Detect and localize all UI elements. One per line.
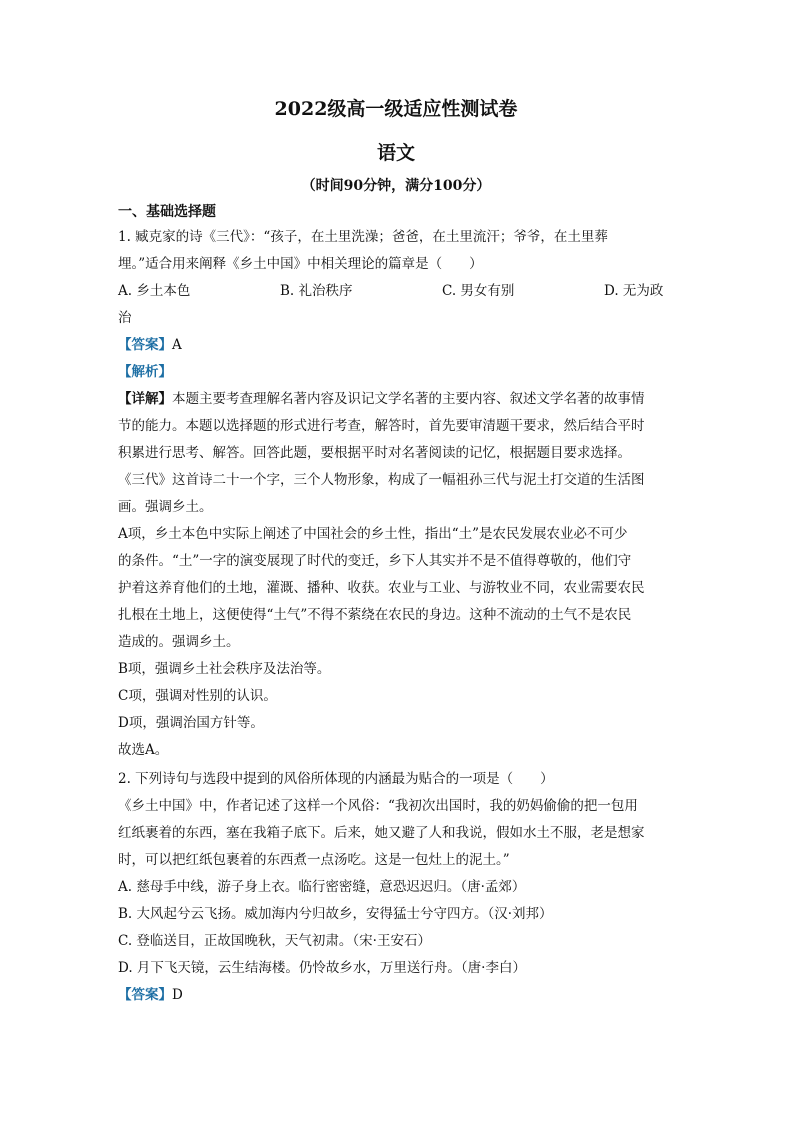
question-2 [118, 766, 674, 1009]
q2-passage-line-1: 《乡土中国》中，作者记述了这样一个风俗：“我初次出国时，我的奶妈偷偷的把一包用 [118, 798, 638, 814]
q1-detail-line-1 [118, 386, 674, 413]
q1-c-line: C项，强调对性别的认识。 [118, 688, 277, 704]
detail-text-1: 本题主要考查理解名著内容及识记文学名著的主要内容、叙述文学名著的故事情 [172, 391, 645, 407]
q1-option-a: A. 乡土本色 [118, 283, 191, 299]
q2-option-b: B. 大风起兮云飞扬。威加海内兮归故乡，安得猛士兮守四方。（汉·刘邦） [118, 906, 553, 922]
q1-conclusion: 故选A。 [118, 742, 169, 758]
q2-answer [118, 982, 674, 1009]
q1-a-line-4: 扎根在土地上，这便使得“土气”不得不萦绕在农民的身边。这种不流动的土气不是农民 [118, 607, 632, 623]
q1-stem-line-2: 埋。”适合用来阐释《乡土中国》中相关理论的篇章是（ ） [118, 256, 483, 272]
q1-options [118, 278, 674, 305]
document-page [118, 96, 674, 1009]
q1-detail-line-3: 积累进行思考、解答。回答此题，要根据平时对名著阅读的记忆，根据题目要求选择。 [118, 445, 631, 461]
q1-a-line-3: 护着这养育他们的土地，灌溉、播种、收获。农业与工业、与游牧业不同，农业需要农民 [118, 580, 645, 596]
q1-d-line: D项，强调治国方针等。 [118, 715, 264, 731]
analysis-label: 【解析】 [118, 364, 172, 380]
q1-answer [118, 332, 674, 359]
answer-value: A [172, 337, 182, 353]
q1-analysis [118, 359, 674, 386]
q2-passage-line-3: 时，可以把红纸包裹着的东西煮一点汤吃。这是一包灶上的泥土。” [118, 852, 510, 868]
q1-a-line-2: 的条件。“土”一字的演变展现了时代的变迁，乡下人其实并不是不值得尊敬的，他们守 [118, 553, 632, 569]
q1-a-line-1: A项，乡土本色中实际上阐述了中国社会的乡土性，指出“土”是农民发展农业必不可少 [118, 526, 628, 542]
answer-value: D [172, 987, 183, 1003]
section-heading: 一、基础选择题 [118, 204, 216, 220]
detail-label: 【详解】 [118, 391, 172, 407]
q1-b-line: B项，强调乡土社会秩序及法治等。 [118, 661, 331, 677]
exam-title: 2022级高一级适应性测试卷 [274, 98, 518, 120]
q1-a-line-5: 造成的。强调乡土。 [118, 634, 240, 650]
q1-poem-line-2: 画。强调乡土。 [118, 499, 213, 515]
q1-detail-line-2: 节的能力。本题以选择题的形式进行考查，解答时，首先要审清题干要求，然后结合平时 [118, 418, 645, 434]
question-1 [118, 224, 674, 764]
q2-option-a: A. 慈母手中线，游子身上衣。临行密密缝，意恐迟迟归。（唐·孟郊） [118, 879, 526, 895]
subject-title: 语文 [376, 142, 415, 164]
q2-option-d: D. 月下飞天镜，云生结海楼。仍怜故乡水，万里送行舟。（唐·李白） [118, 960, 526, 976]
time-info: （时间90分钟，满分100分） [301, 178, 491, 194]
answer-label: 【答案】 [118, 337, 172, 353]
q1-option-wrap: 治 [118, 310, 132, 326]
q2-stem: 2. 下列诗句与选段中提到的风俗所体现的内涵最为贴合的一项是（ ） [118, 771, 554, 787]
q1-poem-line-1: 《三代》这首诗二十一个字，三个人物形象，构成了一幅祖孙三代与泥土打交道的生活图 [118, 472, 645, 488]
q2-option-c: C. 登临送目，正故国晚秋，天气初肃。（宋·王安石） [118, 933, 431, 949]
q2-passage-line-2: 红纸裹着的东西，塞在我箱子底下。后来，她又避了人和我说，假如水土不服，老是想家 [118, 825, 645, 841]
q1-option-c: C. 男女有别 [442, 283, 515, 299]
q1-option-d: D. 无为政 [604, 283, 664, 299]
answer-label: 【答案】 [118, 987, 172, 1003]
q1-stem-line-1: 1. 臧克家的诗《三代》：“孩子，在土里洗澡；爸爸，在土里流汗；爷爷，在土里葬 [118, 229, 608, 245]
q1-option-b: B. 礼治秩序 [280, 283, 353, 299]
